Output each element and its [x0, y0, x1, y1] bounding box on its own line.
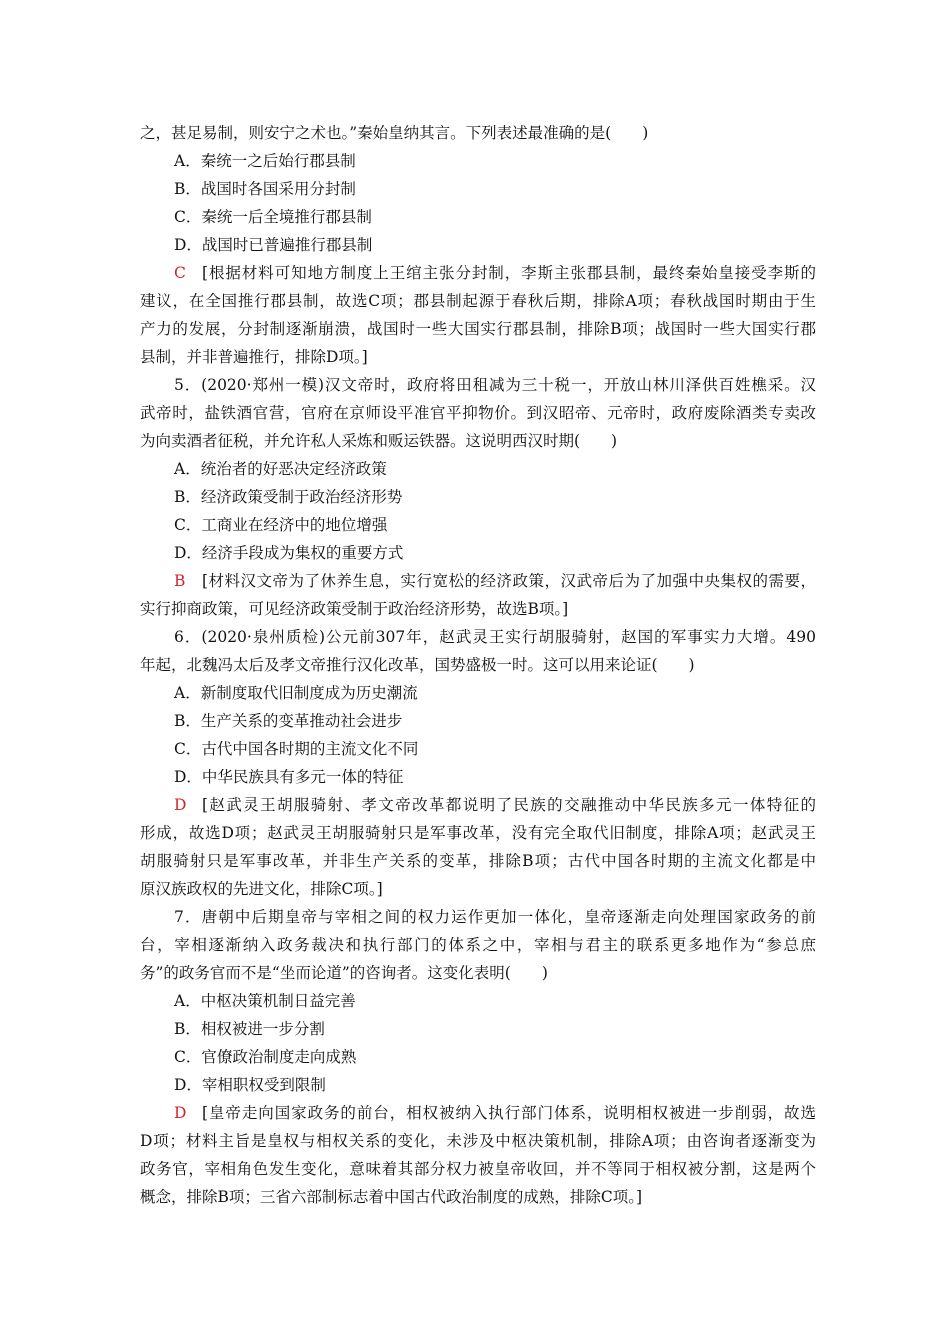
question-stem-line: 6．(2020·泉州质检)公元前307年，赵武灵王实行胡服骑射，赵国的军事实力大增。490: [174, 628, 816, 646]
option-c: C．官僚政治制度走向成熟: [174, 1048, 357, 1066]
option-a: A．中枢决策机制日益完善: [174, 992, 356, 1010]
explanation-line: 概念，排除B项；三省六部制标志着中国古代政治制度的成熟，排除C项。]: [140, 1188, 643, 1206]
question-stem-line: 武帝时，盐铁酒官营，官府在京师设平准官平抑物价。到汉昭帝、元帝时，政府废除酒类专卖改: [140, 404, 816, 422]
question-5: [140, 371, 816, 623]
explanation-line: [140, 567, 816, 595]
question-stem-line: 年起，北魏冯太后及孝文帝推行汉化改革，国势盛极一时。这可以用来论证( ): [140, 656, 695, 674]
option-b: B．生产关系的变革推动社会进步: [174, 712, 403, 730]
explanation-line: 县制，并非普遍推行，排除D项。]: [140, 348, 368, 366]
option-c: C．古代中国各时期的主流文化不同: [174, 740, 419, 758]
explanation-text: [赵武灵王胡服骑射、孝文帝改革都说明了民族的交融推动中华民族多元一体特征的: [202, 796, 816, 814]
question-7: [140, 903, 816, 1211]
explanation-line: 实行抑商政策，可见经济政策受制于政治经济形势，故选B项。]: [140, 600, 569, 618]
page-content: [140, 119, 816, 1211]
explanation-line: 胡服骑射只是军事改革，并非生产关系的变革，排除B项；古代中国各时期的主流文化都是中: [140, 852, 816, 870]
explanation-line: [140, 1099, 816, 1127]
explanation-line: D项；材料主旨是皇权与相权关系的变化，未涉及中枢决策机制，排除A项；由咨询者逐渐变为: [140, 1132, 816, 1150]
option-c: C．工商业在经济中的地位增强: [174, 516, 388, 534]
option-b: B．经济政策受制于政治经济形势: [174, 488, 403, 506]
option-b: B．相权被进一步分割: [174, 1020, 325, 1038]
option-b: B．战国时各国采用分封制: [174, 180, 356, 198]
question-stem-line: 务”的政务官而不是“坐而论道”的咨询者。这变化表明( ): [140, 964, 548, 982]
answer-letter: B: [174, 572, 186, 590]
explanation-line: 建议，在全国推行郡县制，故选C项；郡县制起源于春秋后期，排除A项；春秋战国时期由于生: [140, 292, 816, 310]
option-a: A．统治者的好恶决定经济政策: [174, 460, 387, 478]
question-4: [140, 119, 816, 371]
explanation-line: [140, 259, 816, 287]
question-stem-line: 之，甚足易制，则安宁之术也。”秦始皇纳其言。下列表述最准确的是( ): [140, 124, 649, 142]
explanation-line: 产力的发展，分封制逐渐崩溃，战国时一些大国实行郡县制，排除B项；战国时一些大国实行郡: [140, 320, 816, 338]
question-stem-line: 5．(2020·郑州一模)汉文帝时，政府将田租减为三十税一，开放山林川泽供百姓樵采。汉: [174, 376, 816, 394]
explanation-line: 原汉族政权的先进文化，排除C项。]: [140, 880, 383, 898]
option-c: C．秦统一后全境推行郡县制: [174, 208, 372, 226]
explanation-line: [140, 791, 816, 819]
explanation-text: [材料汉文帝为了休养生息，实行宽松的经济政策，汉武帝后为了加强中央集权的需要，: [202, 572, 816, 590]
option-a: A．秦统一之后始行郡县制: [174, 152, 356, 170]
question-stem-line: 为向卖酒者征税，并允许私人采炼和贩运铁器。这说明西汉时期( ): [140, 432, 618, 450]
option-d: D．战国时已普遍推行郡县制: [174, 236, 373, 254]
answer-letter: D: [174, 796, 187, 814]
explanation-text: [根据材料可知地方制度上王绾主张分封制，李斯主张郡县制，最终秦始皇接受李斯的: [202, 264, 816, 282]
explanation-line: 政务官，宰相角色发生变化，意味着其部分权力被皇帝收回，并不等同于相权被分割，这是两个: [140, 1160, 816, 1178]
question-stem-line: 7．唐朝中后期皇帝与宰相之间的权力运作更加一体化，皇帝逐渐走向处理国家政务的前: [174, 908, 816, 926]
option-d: D．宰相职权受到限制: [174, 1076, 326, 1094]
option-a: A．新制度取代旧制度成为历史潮流: [174, 684, 418, 702]
option-d: D．中华民族具有多元一体的特征: [174, 768, 404, 786]
question-stem-line: 台，宰相逐渐纳入政务裁决和执行部门的体系之中，宰相与君主的联系更多地作为“参总庶: [140, 936, 816, 954]
question-6: [140, 623, 816, 903]
answer-letter: D: [174, 1104, 187, 1122]
explanation-line: 形成，故选D项；赵武灵王胡服骑射只是军事改革，没有完全取代旧制度，排除A项；赵武灵王: [140, 824, 816, 842]
explanation-text: [皇帝走向国家政务的前台，相权被纳入执行部门体系，说明相权被进一步削弱，故选: [202, 1104, 816, 1122]
answer-letter: C: [174, 264, 186, 282]
option-d: D．经济手段成为集权的重要方式: [174, 544, 404, 562]
